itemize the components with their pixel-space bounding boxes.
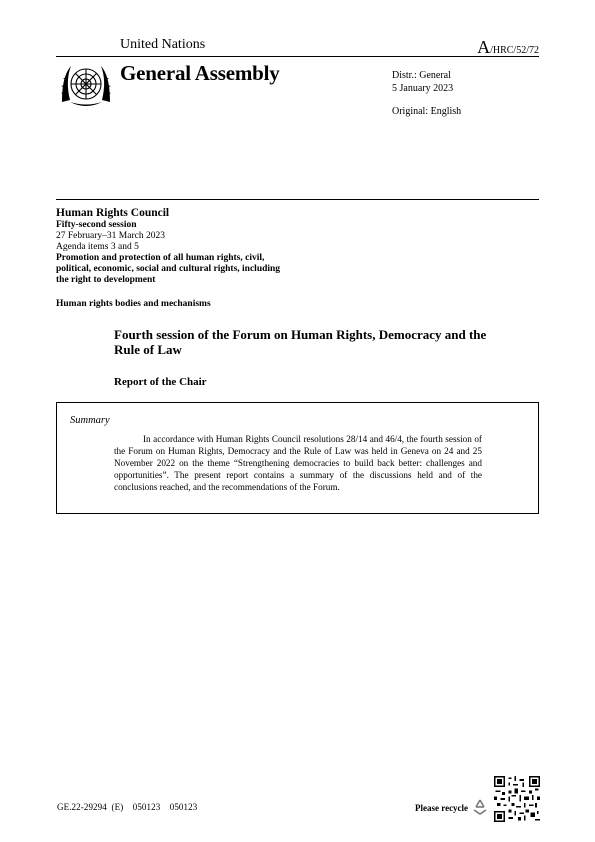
session-dates: 27 February–31 March 2023 (56, 231, 165, 241)
qr-code-icon (494, 776, 540, 822)
council-block (56, 208, 286, 286)
document-subtitle: Report of the Chair (114, 376, 207, 388)
distribution-info (392, 70, 453, 95)
section-rule (56, 199, 539, 200)
council-name: Human Rights Council (56, 207, 170, 219)
document-date: 5 January 2023 (392, 82, 454, 94)
header-rule (56, 56, 539, 57)
agenda-item-5: Human rights bodies and mechanisms (56, 299, 211, 309)
symbol-rest: /HRC/52/72 (490, 45, 539, 56)
summary-label: Summary (70, 415, 110, 426)
recycle-label: Please recycle (415, 803, 469, 813)
agenda-items: Agenda items 3 and 5 (56, 242, 139, 252)
body-title: General Assembly (120, 61, 280, 85)
job-number: GE.22-29294 (E) 050123 050123 (57, 802, 198, 812)
recycle-icon (470, 797, 490, 817)
summary-box (56, 402, 539, 514)
document-title: Fourth session of the Forum on Human Rights, Democracy and the Rule of Law (114, 327, 487, 357)
summary-text: In accordance with Human Rights Council resolutions 28/14 and 46/4, the fourth session of the Forum on Human Rights, Democracy and the Rule of Law was held in Geneva on 24 and 25 November 2022 on the theme “Strengthening democracies to build back better: challenges and opportunities”. The present report contains a summary of the discussions held and of the conclusions reached, and the recommendations of the Forum. (114, 434, 482, 492)
symbol-letter: A (477, 37, 491, 57)
organization-name: United Nations (120, 37, 206, 52)
original-language: Original: English (392, 106, 462, 117)
session-name: Fifty-second session (56, 220, 137, 230)
agenda-title: Promotion and protection of all human rights, civil, political, economic, social and cultural rights, including the right to development (56, 253, 281, 285)
un-emblem-icon (58, 62, 114, 110)
document-symbol (477, 37, 539, 58)
distribution-label: Distr.: General (392, 70, 451, 81)
